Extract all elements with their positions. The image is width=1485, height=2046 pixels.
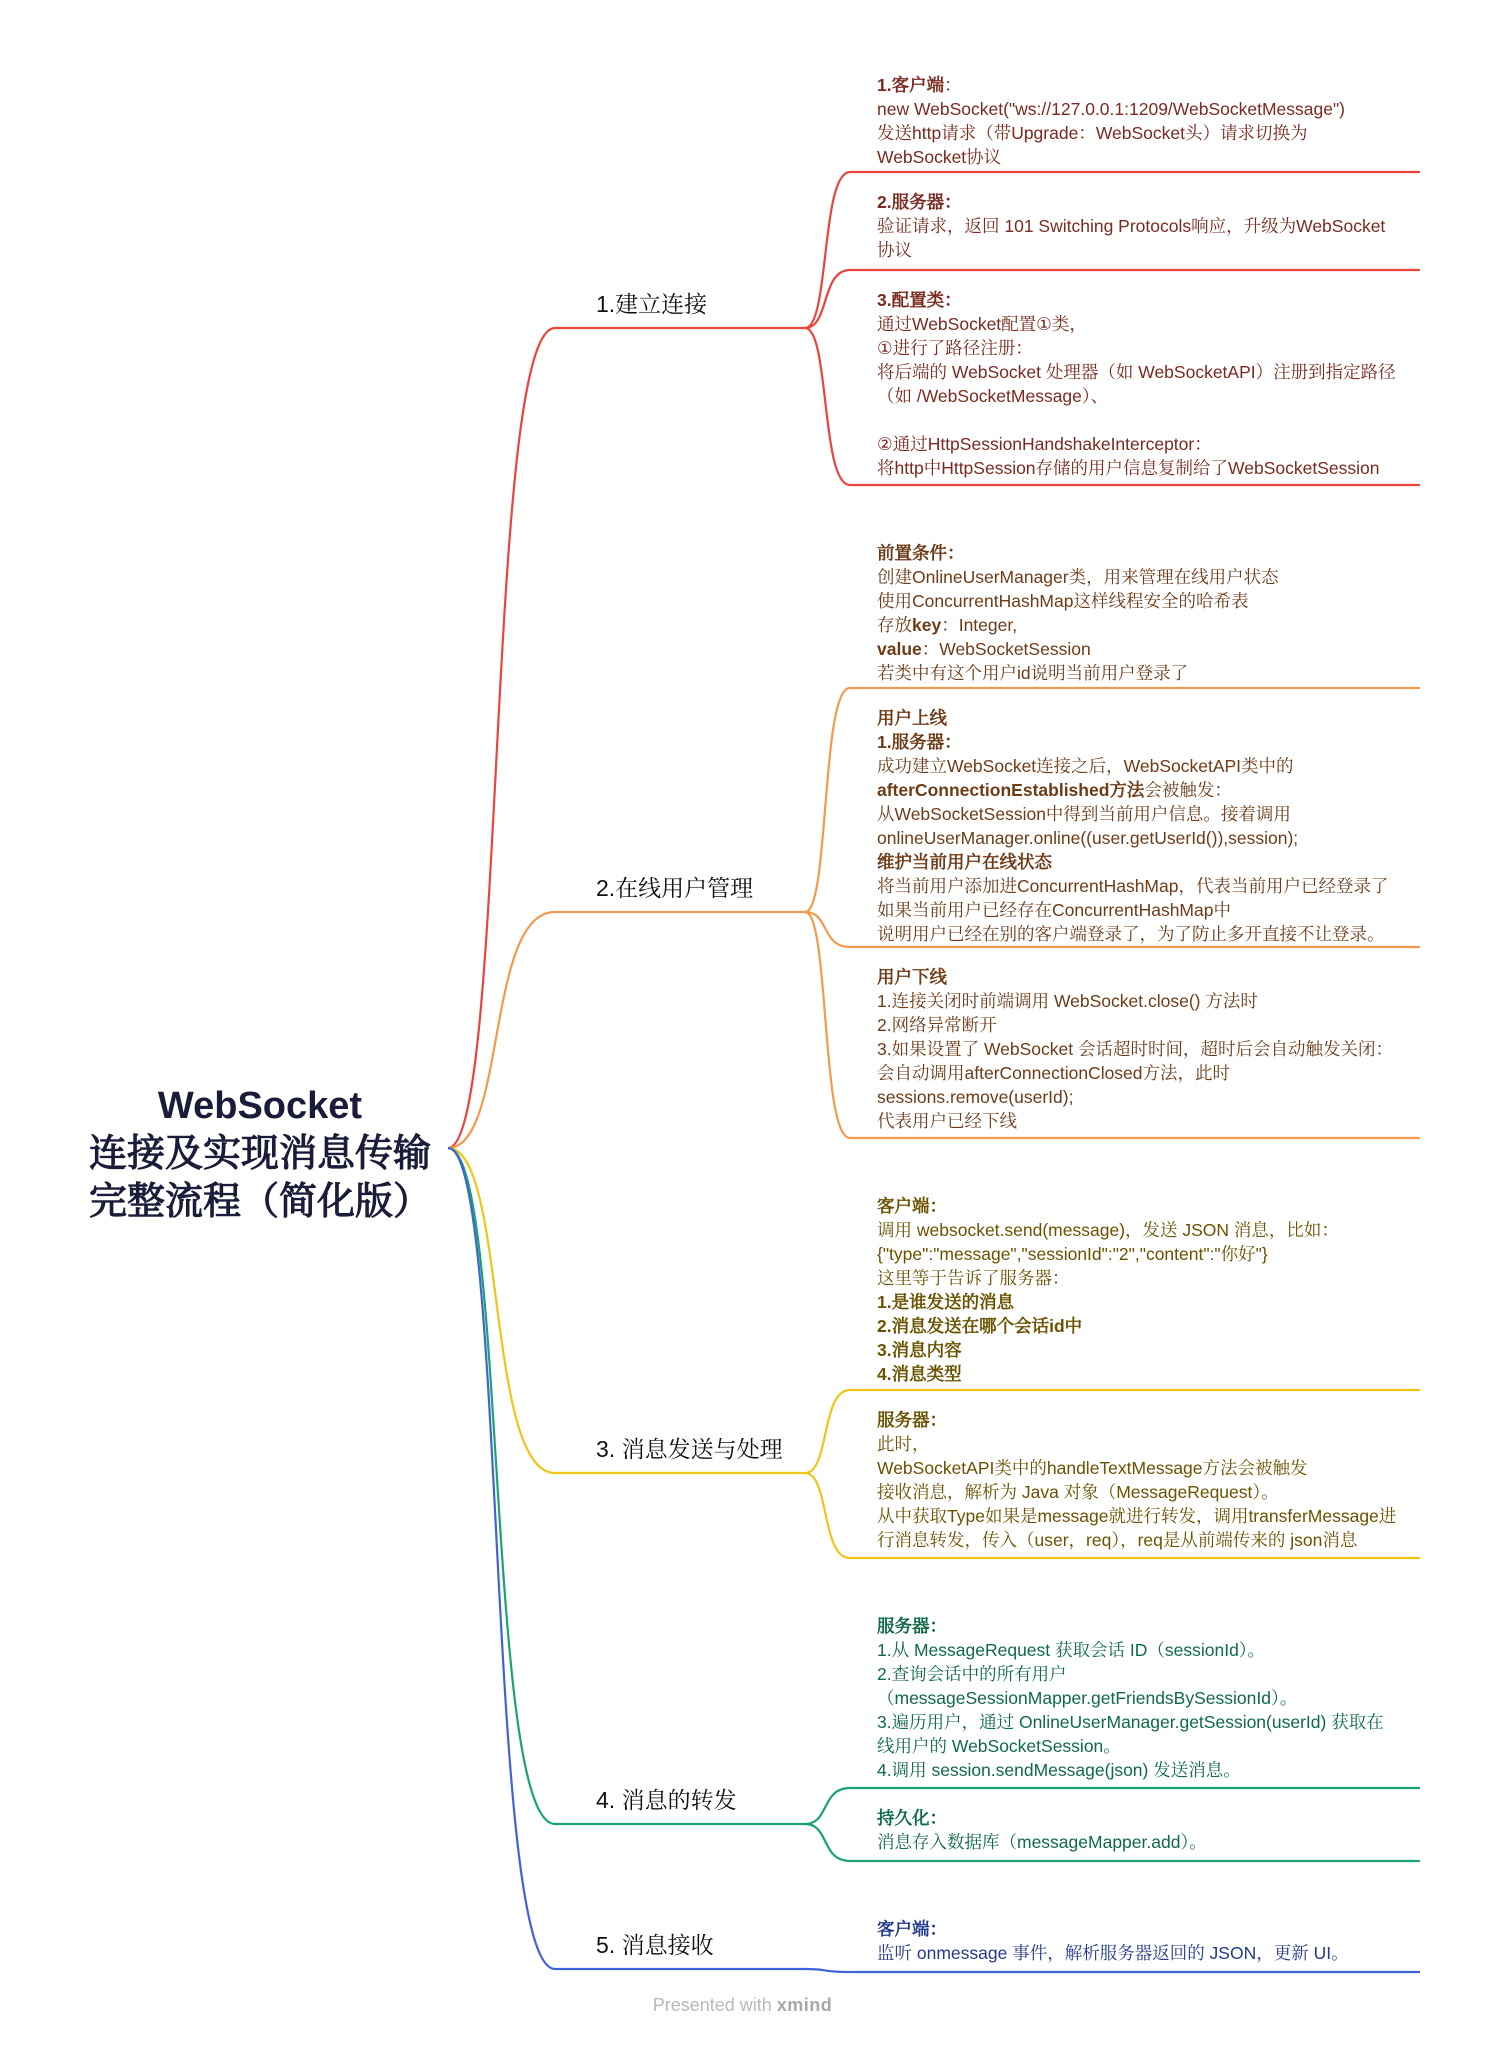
leaf-text: 说明用户已经在别的客户端登录了，为了防止多开直接不让登录。 xyxy=(877,924,1385,944)
leaf-line xyxy=(877,1085,1427,1109)
leaf-line xyxy=(877,1638,1427,1662)
leaf-line xyxy=(877,97,1427,121)
leaf-bold-text: 2.消息发送在哪个会话id中 xyxy=(877,1316,1083,1336)
leaf-topic[interactable] xyxy=(877,1408,1427,1552)
leaf-line xyxy=(877,661,1427,685)
leaf-text: 4.调用 session.sendMessage(json) 发送消息。 xyxy=(877,1760,1241,1780)
root-topic[interactable] xyxy=(60,1082,460,1226)
leaf-line xyxy=(877,1242,1427,1266)
leaf-topic[interactable] xyxy=(877,1194,1427,1386)
leaf-text: 验证请求，返回 101 Switching Protocols响应，升级为WebSocket xyxy=(877,216,1386,236)
leaf-line xyxy=(877,1480,1427,1504)
leaf-topic[interactable] xyxy=(877,1917,1427,1965)
root-title-line: 连接及实现消息传输 xyxy=(88,1133,431,1175)
leaf-line xyxy=(877,1314,1427,1338)
leaf-bold-text: key xyxy=(912,615,942,635)
leaf-line xyxy=(877,1037,1427,1061)
leaf-line xyxy=(877,360,1427,384)
root-title-line: WebSocket xyxy=(157,1085,363,1127)
leaf-bold-text: 客户端： xyxy=(877,1196,947,1216)
leaf-text: sessions.remove(userId); xyxy=(877,1087,1074,1107)
leaf-topic[interactable] xyxy=(877,190,1427,262)
leaf-line xyxy=(877,336,1427,360)
footer-credit xyxy=(0,1995,1485,2016)
leaf-bold-text: 1.是谁发送的消息 xyxy=(877,1292,1015,1312)
branch-leaf-connector xyxy=(805,172,850,328)
leaf-line xyxy=(877,1432,1427,1456)
leaf-text: 1.从 MessageRequest 获取会话 ID（sessionId）。 xyxy=(877,1640,1266,1660)
root-branch-connector xyxy=(448,1148,555,1473)
leaf-text: （如 /WebSocketMessage）、 xyxy=(877,386,1109,406)
leaf-line xyxy=(877,214,1427,238)
leaf-line xyxy=(877,238,1427,262)
leaf-topic[interactable] xyxy=(877,706,1427,946)
leaf-line xyxy=(877,1806,1427,1830)
leaf-line xyxy=(877,432,1427,456)
leaf-text: 将后端的 WebSocket 处理器（如 WebSocketAPI）注册到指定路径 xyxy=(877,362,1396,382)
leaf-text: ：WebSocketSession xyxy=(921,639,1091,659)
leaf-bold-text: 服务器： xyxy=(877,1410,947,1430)
root-title-line: 完整流程（简化版） xyxy=(88,1181,431,1223)
leaf-text: 从WebSocketSession中得到当前用户信息。接着调用 xyxy=(877,804,1291,824)
leaf-line xyxy=(877,989,1427,1013)
leaf-bold-text: 2.服务器： xyxy=(877,192,962,212)
leaf-line xyxy=(877,1362,1427,1386)
branch-leaf-connector xyxy=(805,1390,850,1473)
branch-leaf-connector xyxy=(805,1473,850,1558)
leaf-line xyxy=(877,1710,1427,1734)
leaf-line xyxy=(877,730,1427,754)
leaf-line xyxy=(877,874,1427,898)
xmind-logo: xmind xyxy=(776,1995,833,2015)
leaf-line xyxy=(877,898,1427,922)
root-branch-connector xyxy=(448,1148,555,1824)
leaf-line xyxy=(877,1662,1427,1686)
leaf-bold-text: 1.客户端 xyxy=(877,75,945,95)
leaf-text: 使用ConcurrentHashMap这样线程安全的哈希表 xyxy=(877,591,1249,611)
branch-topic-send-handle[interactable]: 3. 消息发送与处理 xyxy=(596,1436,783,1462)
leaf-text: 消息存入数据库（messageMapper.add）。 xyxy=(877,1832,1207,1852)
leaf-line xyxy=(877,922,1427,946)
leaf-line xyxy=(877,1194,1427,1218)
leaf-text: 代表用户已经下线 xyxy=(877,1111,1017,1131)
leaf-topic[interactable] xyxy=(877,965,1427,1133)
leaf-line xyxy=(877,1686,1427,1710)
leaf-text: WebSocket协议 xyxy=(877,147,1002,167)
leaf-line xyxy=(877,1941,1427,1965)
leaf-line xyxy=(877,1614,1427,1638)
leaf-line xyxy=(877,1338,1427,1362)
leaf-text: 2.网络异常断开 xyxy=(877,1015,997,1035)
leaf-line xyxy=(877,1408,1427,1432)
leaf-bold-text: 持久化： xyxy=(877,1808,947,1828)
leaf-line xyxy=(877,384,1427,408)
leaf-topic[interactable] xyxy=(877,1806,1427,1854)
leaf-line xyxy=(877,1266,1427,1290)
leaf-line xyxy=(877,190,1427,214)
leaf-line xyxy=(877,1218,1427,1242)
leaf-text: ①进行了路径注册： xyxy=(877,338,1033,358)
leaf-line xyxy=(877,1734,1427,1758)
leaf-text: 3.如果设置了 WebSocket 会话超时时间，超时后会自动触发关闭： xyxy=(877,1039,1393,1059)
branch-leaf-connector xyxy=(805,270,850,328)
leaf-topic[interactable] xyxy=(877,288,1427,480)
leaf-text: 1.连接关闭时前端调用 WebSocket.close() 方法时 xyxy=(877,991,1258,1011)
leaf-bold-text: 4.消息类型 xyxy=(877,1364,962,1384)
leaf-line xyxy=(877,637,1427,661)
leaf-line xyxy=(877,1456,1427,1480)
leaf-line xyxy=(877,850,1427,874)
leaf-text: 成功建立WebSocket连接之后，WebSocketAPI类中的 xyxy=(877,756,1294,776)
branch-topic-receive[interactable]: 5. 消息接收 xyxy=(596,1932,714,1958)
leaf-text: 若类中有这个用户id说明当前用户登录了 xyxy=(877,663,1189,683)
leaf-line xyxy=(877,121,1427,145)
branch-leaf-connector xyxy=(805,1969,850,1972)
leaf-text: 线用户的 WebSocketSession。 xyxy=(877,1736,1121,1756)
leaf-text: 这里等于告诉了服务器： xyxy=(877,1268,1070,1288)
leaf-text: 监听 onmessage 事件，解析服务器返回的 JSON，更新 UI。 xyxy=(877,1943,1349,1963)
branch-leaf-connector xyxy=(805,688,850,912)
leaf-line xyxy=(877,589,1427,613)
branch-leaf-connector xyxy=(805,1824,850,1861)
leaf-line xyxy=(877,145,1427,169)
leaf-line xyxy=(877,754,1427,778)
leaf-text: ：Integer, xyxy=(941,615,1018,635)
branch-leaf-connector xyxy=(805,1788,850,1824)
leaf-line xyxy=(877,826,1427,850)
leaf-text: {"type":"message","sessionId":"2","content":"你好"} xyxy=(877,1244,1268,1264)
leaf-bold-text: 3.消息内容 xyxy=(877,1340,962,1360)
leaf-text: 发送http请求（带Upgrade：WebSocket头）请求切换为 xyxy=(877,123,1308,143)
leaf-line xyxy=(877,965,1427,989)
leaf-text: new WebSocket("ws://127.0.0.1:1209/WebSocketMessage") xyxy=(877,99,1345,119)
leaf-line xyxy=(877,1061,1427,1085)
leaf-topic[interactable] xyxy=(877,541,1427,685)
leaf-topic[interactable] xyxy=(877,73,1427,169)
leaf-text: 将当前用户添加进ConcurrentHashMap，代表当前用户已经登录了 xyxy=(877,876,1389,896)
leaf-text: （messageSessionMapper.getFriendsBySessionId）。 xyxy=(877,1688,1298,1708)
leaf-text: onlineUserManager.online((user.getUserId()),session); xyxy=(877,828,1299,848)
leaf-bold-text: 维护当前用户在线状态 xyxy=(877,852,1052,872)
leaf-text: 会自动调用afterConnectionClosed方法，此时 xyxy=(877,1063,1231,1083)
leaf-line xyxy=(877,1013,1427,1037)
branch-leaf-connector xyxy=(805,328,850,485)
leaf-text: ： xyxy=(944,75,962,95)
leaf-line xyxy=(877,1758,1427,1782)
branch-topic-forward[interactable]: 4. 消息的转发 xyxy=(596,1787,737,1813)
leaf-line xyxy=(877,778,1427,802)
leaf-bold-text: 1.服务器： xyxy=(877,732,962,752)
leaf-text: WebSocketAPI类中的handleTextMessage方法会被触发 xyxy=(877,1458,1308,1478)
footer-prefix: Presented with xyxy=(652,1995,777,2015)
leaf-line xyxy=(877,1504,1427,1528)
leaf-bold-text: 3.配置类： xyxy=(877,290,962,310)
leaf-bold-text: 用户上线 xyxy=(877,708,947,728)
leaf-text: 2.查询会话中的所有用户 xyxy=(877,1664,1067,1684)
leaf-line xyxy=(877,802,1427,826)
leaf-text: 如果当前用户已经存在ConcurrentHashMap中 xyxy=(877,900,1231,920)
root-branch-connector xyxy=(448,912,555,1148)
leaf-text: 协议 xyxy=(877,240,912,260)
root-branch-connector xyxy=(448,328,555,1148)
leaf-line xyxy=(877,565,1427,589)
leaf-text: 行消息转发，传入（user，req），req是从前端传来的 json消息 xyxy=(877,1530,1358,1550)
leaf-line xyxy=(877,613,1427,637)
leaf-line xyxy=(877,541,1427,565)
leaf-text: 通过WebSocket配置①类， xyxy=(877,314,1087,334)
leaf-line xyxy=(877,1528,1427,1552)
branch-topic-online-users[interactable]: 2.在线用户管理 xyxy=(596,875,754,901)
leaf-text: 从中获取Type如果是message就进行转发，调用transferMessage进 xyxy=(877,1506,1397,1526)
leaf-text: 存放 xyxy=(877,615,912,635)
leaf-line xyxy=(877,312,1427,336)
leaf-topic[interactable] xyxy=(877,1614,1427,1782)
leaf-bold-text: 用户下线 xyxy=(877,967,947,987)
leaf-text: 3.遍历用户，通过 OnlineUserManager.getSession(userId) 获取在 xyxy=(877,1712,1384,1732)
leaf-text: 创建OnlineUserManager类，用来管理在线用户状态 xyxy=(877,567,1279,587)
leaf-bold-text: 服务器： xyxy=(877,1616,947,1636)
leaf-line xyxy=(877,408,1427,432)
leaf-bold-text: value xyxy=(877,639,922,659)
leaf-bold-text: 客户端： xyxy=(877,1919,947,1939)
leaf-bold-text: 前置条件： xyxy=(877,543,965,563)
leaf-line xyxy=(877,288,1427,312)
leaf-text: 将http中HttpSession存储的用户信息复制给了WebSocketSession xyxy=(877,458,1380,478)
leaf-text: 此时， xyxy=(877,1434,930,1454)
leaf-text: ②通过HttpSessionHandshakeInterceptor： xyxy=(877,434,1212,454)
leaf-line xyxy=(877,706,1427,730)
leaf-line xyxy=(877,73,1427,97)
leaf-line xyxy=(877,1290,1427,1314)
branch-topic-connect[interactable]: 1.建立连接 xyxy=(596,291,708,317)
leaf-text: 接收消息，解析为 Java 对象（MessageRequest）。 xyxy=(877,1482,1279,1502)
leaf-text: 调用 websocket.send(message)，发送 JSON 消息，比如： xyxy=(877,1220,1339,1240)
leaf-line xyxy=(877,1830,1427,1854)
leaf-line xyxy=(877,1917,1427,1941)
leaf-line xyxy=(877,1109,1427,1133)
leaf-text: 会被触发： xyxy=(1144,780,1232,800)
leaf-line xyxy=(877,456,1427,480)
leaf-bold-text: afterConnectionEstablished方法 xyxy=(877,780,1145,800)
